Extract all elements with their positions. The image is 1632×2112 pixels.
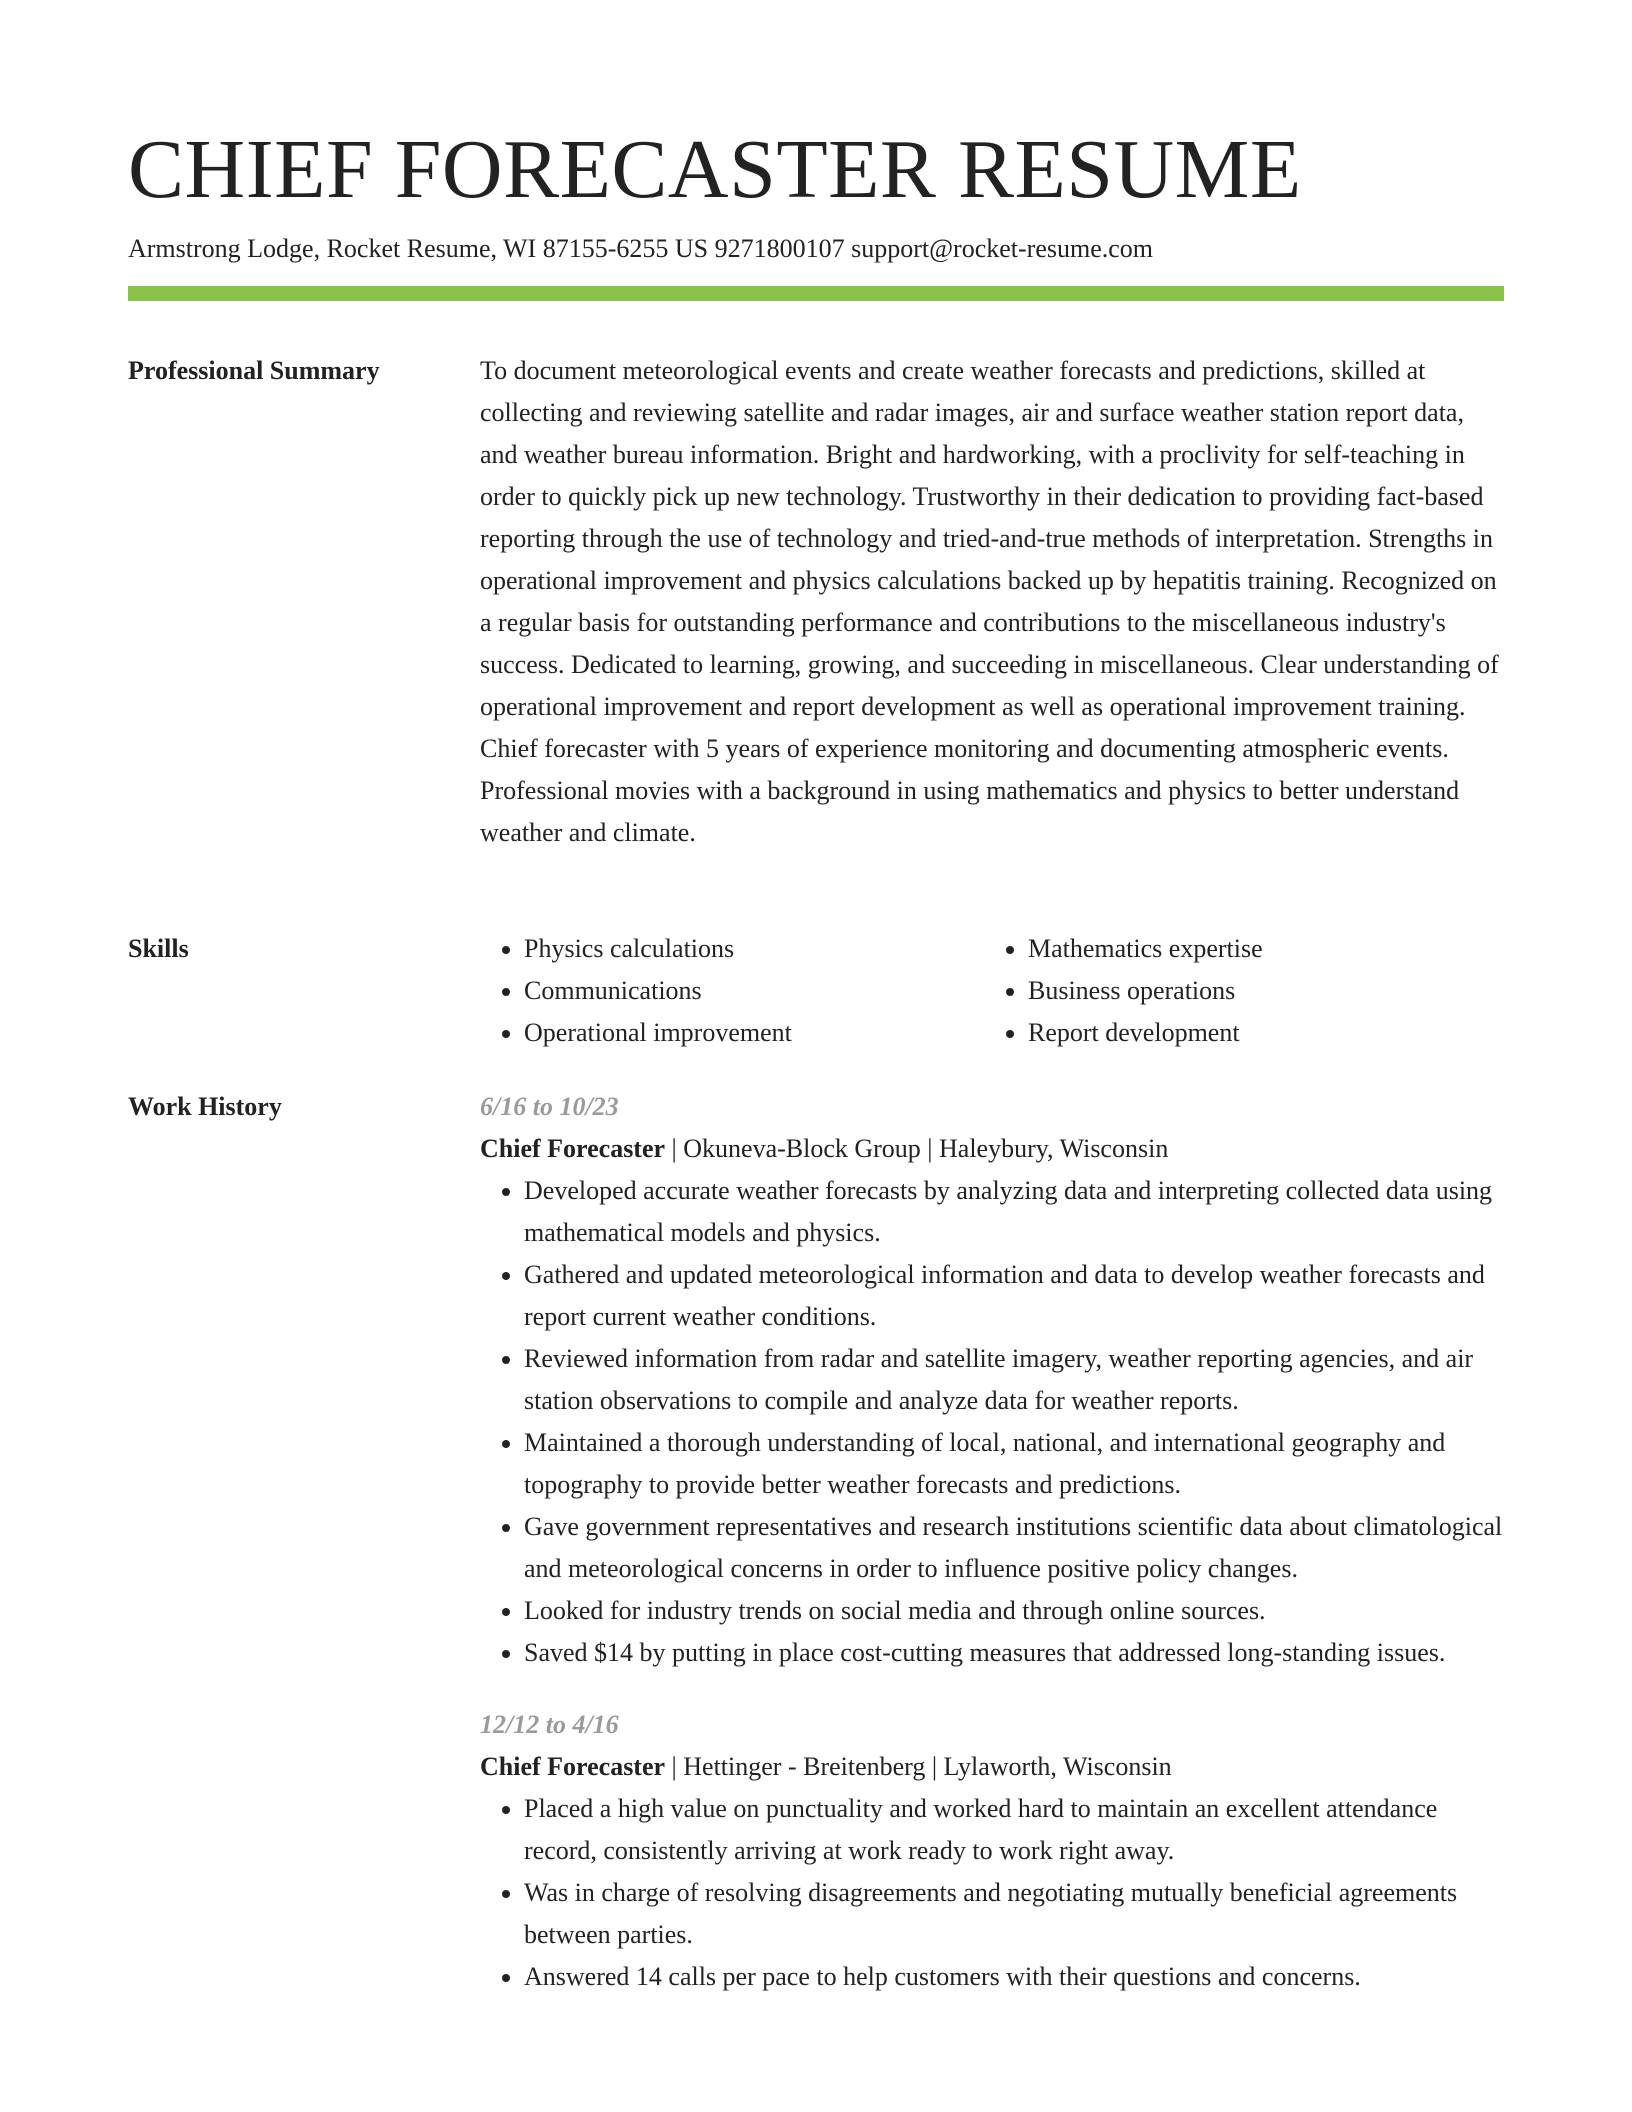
skill-item: • Physics calculations: [524, 928, 984, 970]
job-bullet: • Answered 14 calls per pace to help customers with their questions and concerns.: [524, 1956, 1504, 1998]
skills-grid: [480, 928, 1504, 1054]
job-entry: [480, 1704, 1504, 1998]
job-bullet: • Was in charge of resolving disagreements and negotiating mutually beneficial agreements between parties.: [524, 1872, 1504, 1956]
skill-item: • Report development: [1028, 1012, 1488, 1054]
job-bullet: • Saved $14 by putting in place cost-cutting measures that addressed long-standing issues.: [524, 1632, 1504, 1674]
summary-body: [480, 350, 1504, 854]
job-title: Chief Forecaster: [480, 1752, 666, 1781]
job-dates: 12/12 to 4/16: [480, 1710, 619, 1739]
job-employer-location: | Okuneva-Block Group | Haleybury, Wisconsin: [665, 1134, 1169, 1163]
work-body: [480, 1086, 1504, 1998]
resume-title: CHIEF FORECASTER RESUME: [128, 123, 1302, 216]
summary-text: To document meteorological events and create weather forecasts and predictions, skilled at collecting and reviewing satellite and radar images, air and surface weather station report data, and weather bureau information. Bright and hardworking, with a proclivity for self-teaching in order to quickly pick up new technology. Trustworthy in their dedication to providing fact-based reporting through the use of technology and tried-and-true methods of interpretation. Strengths in operational improvement and physics calculations backed up by hepatitis training. Recognized on a regular basis for outstanding performance and contributions to the miscellaneous industry's success. Dedicated to learning, growing, and succeeding in miscellaneous. Clear understanding of operational improvement and report development as well as operational improvement training. Chief forecaster with 5 years of experience monitoring and documenting atmospheric events. Professional movies with a background in using mathematics and physics to better understand weather and climate.: [480, 356, 1499, 847]
job-bullets: [480, 1788, 1504, 1998]
job-bullet: • Developed accurate weather forecasts by analyzing data and interpreting collected data using mathematical models and physics.: [524, 1170, 1504, 1254]
skills-body: [480, 928, 1504, 1054]
job-bullet: • Gave government representatives and research institutions scientific data about climatological and meteorological concerns in order to influence positive policy changes.: [524, 1506, 1504, 1590]
header-divider: [128, 286, 1504, 301]
job-bullets: [480, 1170, 1504, 1674]
job-title: Chief Forecaster: [480, 1134, 666, 1163]
skill-item: • Business operations: [1028, 970, 1488, 1012]
job-dates: 6/16 to 10/23: [480, 1092, 619, 1121]
section-heading-skills: Skills: [128, 934, 189, 963]
job-employer-location: | Hettinger - Breitenberg | Lylaworth, Wisconsin: [665, 1752, 1172, 1781]
job-heading: [480, 1746, 1504, 1788]
skill-item: • Operational improvement: [524, 1012, 984, 1054]
job-bullet: • Looked for industry trends on social media and through online sources.: [524, 1590, 1504, 1632]
job-bullet: • Gathered and updated meteorological information and data to develop weather forecasts and report current weather conditions.: [524, 1254, 1504, 1338]
section-heading-summary: Professional Summary: [128, 356, 380, 385]
section-heading-work: Work History: [128, 1092, 282, 1121]
contact-info: Armstrong Lodge, Rocket Resume, WI 87155-6255 US 9271800107 support@rocket-resume.com: [128, 234, 1154, 263]
job-heading: [480, 1128, 1504, 1170]
job-bullet: • Maintained a thorough understanding of local, national, and international geography and topography to provide better weather forecasts and predictions.: [524, 1422, 1504, 1506]
job-bullet: • Reviewed information from radar and satellite imagery, weather reporting agencies, and air station observations to compile and analyze data for weather reports.: [524, 1338, 1504, 1422]
skills-list-left: [480, 928, 984, 1054]
job-bullet: • Placed a high value on punctuality and worked hard to maintain an excellent attendance record, consistently arriving at work ready to work right away.: [524, 1788, 1504, 1872]
job-entry: [480, 1086, 1504, 1674]
skills-list-right: [984, 928, 1488, 1054]
skill-item: • Mathematics expertise: [1028, 928, 1488, 970]
skill-item: • Communications: [524, 970, 984, 1012]
